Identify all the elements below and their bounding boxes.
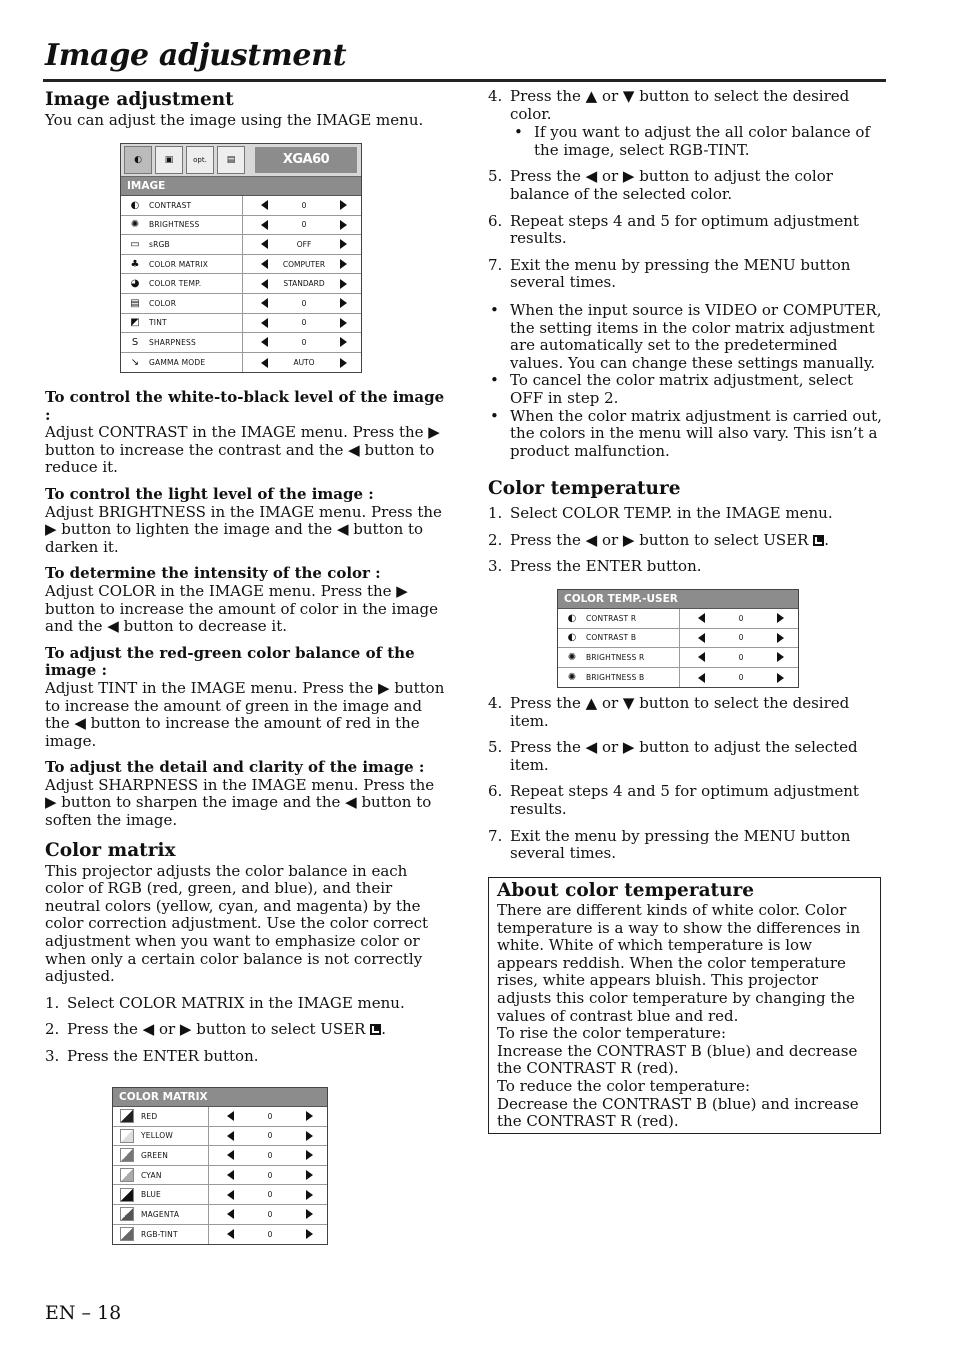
step-text: Press the ▲ or ▼ button to select the desired item. xyxy=(510,694,850,730)
menu-row[interactable] xyxy=(121,353,361,373)
step-item: 2. Press the ◀ or ▶ button to select USER . xyxy=(45,1020,386,1039)
value-control xyxy=(209,1107,327,1126)
note-item: • When the color matrix adjustment is carried out, the colors in the menu will also vary. This isn’t a product malfunction. xyxy=(488,408,888,461)
tip-body: Adjust BRIGHTNESS in the IMAGE menu. Press the ▶ button to lighten the image and the ◀ button to darken it. xyxy=(45,502,442,556)
decrease-arrow-icon[interactable] xyxy=(698,673,705,683)
step-text: Select COLOR TEMP. in the IMAGE menu. xyxy=(510,504,833,523)
about-heading: About color temperature xyxy=(497,880,755,901)
menu-row-label: BRIGHTNESS xyxy=(149,216,243,235)
gamma-icon: ↘ xyxy=(130,357,140,369)
tip-block xyxy=(45,759,445,829)
step-item xyxy=(488,88,888,159)
menu-row-value: 0 xyxy=(301,200,307,210)
menu-row[interactable] xyxy=(121,274,361,294)
brightness-icon: ✺ xyxy=(567,651,577,663)
value-control xyxy=(209,1185,327,1204)
decrease-arrow-icon[interactable] xyxy=(261,318,268,328)
menu-row-label: YELLOW xyxy=(141,1127,209,1146)
increase-arrow-icon[interactable] xyxy=(340,259,347,269)
menu-row-label: BRIGHTNESS B xyxy=(586,668,680,688)
menu-row-label: BRIGHTNESS R xyxy=(586,648,680,667)
contrast-icon: ◐ xyxy=(130,199,140,211)
menu-row[interactable] xyxy=(121,196,361,216)
step-number: 7. xyxy=(488,826,503,845)
menu-row-label: COLOR TEMP. xyxy=(149,274,243,293)
menu-row-value: 0 xyxy=(267,1209,273,1219)
step-text: Exit the menu by pressing the MENU button several times. xyxy=(510,826,851,863)
step-number: 6. xyxy=(488,782,503,801)
menu-row-value: 0 xyxy=(738,652,744,662)
image-tab-icon[interactable]: ◐ xyxy=(124,146,152,174)
menu-row-value: 0 xyxy=(267,1190,273,1200)
value-control xyxy=(243,274,361,293)
menu-row-value: 0 xyxy=(267,1150,273,1160)
step-item xyxy=(45,995,445,1013)
value-control xyxy=(680,648,798,667)
value-control xyxy=(209,1225,327,1245)
increase-arrow-icon[interactable] xyxy=(306,1229,313,1239)
picture-tab-icon[interactable]: ▣ xyxy=(155,146,183,174)
step-number: 2. xyxy=(45,1020,60,1039)
color-matrix-menu xyxy=(112,1087,328,1245)
page-number: EN – 18 xyxy=(45,1302,122,1324)
tip-title: To control the white-to-black level of the image : xyxy=(45,388,445,424)
note-item: • To cancel the color matrix adjustment, select OFF in step 2. xyxy=(488,372,888,407)
decrease-arrow-icon[interactable] xyxy=(261,259,268,269)
menu-row-value: 0 xyxy=(738,673,744,683)
color-temperature-steps xyxy=(488,505,888,576)
decrease-arrow-icon[interactable] xyxy=(227,1170,234,1180)
step-text: Repeat steps 4 and 5 for optimum adjustment results. xyxy=(510,782,859,818)
menu-row-value: STANDARD xyxy=(283,279,325,289)
tip-block xyxy=(45,645,445,751)
tip-body: Adjust CONTRAST in the IMAGE menu. Press the ▶ button to increase the contrast and the ◀ button to reduce it. xyxy=(45,423,440,477)
tip-block xyxy=(45,565,445,635)
color-temp-menu-rows xyxy=(558,609,798,687)
contrast-icon: ◐ xyxy=(567,632,577,644)
menu-row[interactable] xyxy=(121,235,361,255)
increase-arrow-icon[interactable] xyxy=(340,318,347,328)
increase-arrow-icon[interactable] xyxy=(777,633,784,643)
color-swatch-icon xyxy=(113,1185,141,1204)
left-column xyxy=(45,88,445,130)
tip-title: To control the light level of the image : xyxy=(45,484,374,503)
value-control xyxy=(680,609,798,628)
menu-row-value: 0 xyxy=(267,1170,273,1180)
title-rule xyxy=(43,79,886,82)
step-text: Exit the menu by pressing the MENU button several times. xyxy=(510,255,851,292)
color-matrix-menu-rows xyxy=(113,1107,327,1244)
menu-row[interactable] xyxy=(121,255,361,275)
tip-body: Adjust TINT in the IMAGE menu. Press the ▶ button to increase the amount of green in the image and the ◀ button to increase the amount of red in the image. xyxy=(45,678,445,750)
increase-arrow-icon[interactable] xyxy=(306,1170,313,1180)
color-temp-icon: ◕ xyxy=(130,278,140,290)
step-text: Press the ◀ or ▶ button to adjust the color balance of the selected color. xyxy=(510,167,833,203)
decrease-arrow-icon[interactable] xyxy=(227,1131,234,1141)
decrease-arrow-icon[interactable] xyxy=(261,200,268,210)
step-text: Press the ◀ or ▶ button to adjust the selected item. xyxy=(510,738,858,774)
step-item xyxy=(488,505,888,523)
menu-row-label: RGB-TINT xyxy=(141,1225,209,1245)
increase-arrow-icon[interactable] xyxy=(306,1150,313,1160)
brightness-icon: ✺ xyxy=(567,672,577,684)
color-swatch-icon xyxy=(113,1225,141,1245)
menu-row-value: 0 xyxy=(738,613,744,623)
color-icon: ▤ xyxy=(130,297,140,309)
color-matrix-menu-title: COLOR MATRIX xyxy=(113,1088,327,1107)
decrease-arrow-icon[interactable] xyxy=(261,358,268,368)
step-number: 7. xyxy=(488,255,503,274)
step-item xyxy=(488,168,888,203)
menu-row-value: 0 xyxy=(738,633,744,643)
step-text: Press the ENTER button. xyxy=(67,1047,259,1065)
tip-title: To determine the intensity of the color : xyxy=(45,564,381,583)
menu-row[interactable] xyxy=(558,629,798,649)
decrease-arrow-icon[interactable] xyxy=(698,652,705,662)
menu-row-label: COLOR MATRIX xyxy=(149,255,243,274)
color-matrix-icon: ♣ xyxy=(130,258,140,270)
menu-row[interactable] xyxy=(113,1225,327,1245)
step-number: 1. xyxy=(488,504,503,523)
menu-row-value: COMPUTER xyxy=(282,259,326,269)
tip-title: To adjust the red-green color balance of the image : xyxy=(45,643,415,680)
right-column-lower xyxy=(488,695,888,872)
tip-body: Adjust COLOR in the IMAGE menu. Press the ▶ button to increase the amount of color in the image and the ◀ button to decrease it. xyxy=(45,581,438,636)
value-control xyxy=(243,294,361,313)
about-rise-body: Increase the CONTRAST B (blue) and decrease the CONTRAST R (red). xyxy=(497,1041,858,1078)
menu-row-label: MAGENTA xyxy=(141,1205,209,1224)
decrease-arrow-icon[interactable] xyxy=(227,1111,234,1121)
value-control xyxy=(243,255,361,274)
step-item xyxy=(488,257,888,292)
color-matrix-steps-continued xyxy=(488,88,888,292)
value-control xyxy=(243,314,361,333)
step-text: Press the ◀ or ▶ button to select USER xyxy=(510,530,809,549)
menu-row-label: CONTRAST xyxy=(149,196,243,215)
menu-row[interactable] xyxy=(121,294,361,314)
menu-row-label: GREEN xyxy=(141,1146,209,1165)
tint-icon: ◩ xyxy=(130,317,140,329)
menu-row[interactable] xyxy=(113,1146,327,1166)
menu-row[interactable] xyxy=(113,1107,327,1127)
image-menu-title: IMAGE xyxy=(121,177,361,196)
menu-row[interactable] xyxy=(121,314,361,334)
menu-row-label: COLOR xyxy=(149,294,243,313)
decrease-arrow-icon[interactable] xyxy=(261,239,268,249)
menu-row-label: RED xyxy=(141,1107,209,1126)
increase-arrow-icon[interactable] xyxy=(340,200,347,210)
decrease-arrow-icon[interactable] xyxy=(261,298,268,308)
setup-tab-icon[interactable]: ▤ xyxy=(217,146,245,174)
color-temperature-steps-continued xyxy=(488,695,888,863)
color-swatch-icon xyxy=(113,1107,141,1126)
step-text: Select COLOR MATRIX in the IMAGE menu. xyxy=(67,993,405,1012)
color-swatch-icon xyxy=(113,1205,141,1224)
increase-arrow-icon[interactable] xyxy=(340,298,347,308)
menu-row[interactable] xyxy=(113,1127,327,1147)
increase-arrow-icon[interactable] xyxy=(340,279,347,289)
color-matrix-intro: This projector adjusts the color balance in each color of RGB (red, green, and blue), and their neutral colors (yellow, cyan, and magenta) by the color correction adjustment. Use the color correct adjustment when you want to emphasize color or when only a certain color balance is not correctly adjusted. xyxy=(45,861,429,986)
about-body: There are different kinds of white color. Color temperature is a way to show the differences in white. White of which temperature is low appears reddish. When the color temperature rises, white appears bluish. This projector adjusts this color temperature by changing the values of contrast blue and red. xyxy=(497,901,861,1025)
enter-key-icon xyxy=(813,535,824,546)
menu-row-label: TINT xyxy=(149,314,243,333)
menu-row-value: 0 xyxy=(267,1111,273,1121)
menu-row-label: SHARPNESS xyxy=(149,333,243,352)
color-swatch-icon xyxy=(113,1127,141,1146)
tip-block xyxy=(45,389,445,477)
step-text: Press the ◀ or ▶ button to select USER xyxy=(67,1020,366,1039)
menu-row[interactable] xyxy=(558,609,798,629)
menu-row[interactable] xyxy=(121,333,361,353)
step-text: Press the ▲ or ▼ button to select the desired color. xyxy=(510,87,850,123)
value-control xyxy=(209,1166,327,1185)
image-adjustment-heading: Image adjustment xyxy=(45,89,234,110)
step-number: 3. xyxy=(45,1047,60,1065)
brightness-icon: ✺ xyxy=(130,219,140,231)
menu-row-value: AUTO xyxy=(293,358,315,368)
page-title: Image adjustment xyxy=(45,38,347,73)
decrease-arrow-icon[interactable] xyxy=(261,337,268,347)
menu-row-label: CYAN xyxy=(141,1166,209,1185)
note-item: • When the input source is VIDEO or COMPUTER, the setting items in the color matrix adjustment are automatically set to the predetermined values. You can change these settings manually. xyxy=(488,302,888,372)
decrease-arrow-icon[interactable] xyxy=(698,633,705,643)
model-name: XGA60 xyxy=(255,147,357,173)
menu-row-value: OFF xyxy=(296,239,312,249)
value-control xyxy=(243,333,361,352)
step-text: Press the ENTER button. xyxy=(510,557,702,576)
menu-row-label: CONTRAST B xyxy=(586,629,680,648)
step-item xyxy=(488,828,888,863)
value-control xyxy=(243,216,361,235)
increase-arrow-icon[interactable] xyxy=(306,1131,313,1141)
sharpness-icon: S xyxy=(131,336,139,348)
increase-arrow-icon[interactable] xyxy=(777,652,784,662)
color-matrix-heading: Color matrix xyxy=(45,839,176,861)
color-temperature-heading: Color temperature xyxy=(488,478,681,500)
menu-row-value: 0 xyxy=(301,337,307,347)
increase-arrow-icon[interactable] xyxy=(306,1111,313,1121)
color-matrix-notes xyxy=(488,302,888,460)
menu-row-value: 0 xyxy=(301,220,307,230)
step-number: 5. xyxy=(488,738,503,757)
increase-arrow-icon[interactable] xyxy=(340,358,347,368)
step-number: 4. xyxy=(488,87,503,105)
image-adjustment-intro: You can adjust the image using the IMAGE menu. xyxy=(45,111,424,129)
value-control xyxy=(209,1146,327,1165)
step-text: Repeat steps 4 and 5 for optimum adjustment results. xyxy=(510,211,859,248)
about-rise-title: To rise the color temperature: xyxy=(497,1024,726,1043)
value-control xyxy=(209,1127,327,1146)
decrease-arrow-icon[interactable] xyxy=(227,1150,234,1160)
color-swatch-icon xyxy=(113,1146,141,1165)
step-item xyxy=(488,695,888,730)
decrease-arrow-icon[interactable] xyxy=(261,220,268,230)
step-item: 2. Press the ◀ or ▶ button to select USER . xyxy=(488,530,829,549)
menu-row[interactable] xyxy=(113,1205,327,1225)
color-matrix-steps xyxy=(45,995,445,1066)
srgb-icon: ▭ xyxy=(130,238,140,250)
tip-body: Adjust SHARPNESS in the IMAGE menu. Press the ▶ button to sharpen the image and the ◀ button to soften the image. xyxy=(45,775,435,830)
increase-arrow-icon[interactable] xyxy=(306,1209,313,1219)
step-item xyxy=(488,213,888,248)
menu-tab-bar xyxy=(121,144,361,177)
step-number: 2. xyxy=(488,530,503,549)
tip-block xyxy=(45,486,445,556)
menu-row-label: BLUE xyxy=(141,1185,209,1204)
menu-row[interactable] xyxy=(113,1185,327,1205)
decrease-arrow-icon[interactable] xyxy=(227,1190,234,1200)
increase-arrow-icon[interactable] xyxy=(777,673,784,683)
step-item xyxy=(45,1048,445,1066)
menu-row-value: 0 xyxy=(301,298,307,308)
menu-row-value: 0 xyxy=(301,318,307,328)
menu-row[interactable] xyxy=(113,1166,327,1186)
menu-row-label: GAMMA MODE xyxy=(149,353,243,373)
right-column xyxy=(488,88,888,585)
enter-key-icon xyxy=(370,1024,381,1035)
increase-arrow-icon[interactable] xyxy=(340,220,347,230)
color-temp-menu-title: COLOR TEMP.-USER xyxy=(558,590,798,609)
about-reduce-body: Decrease the CONTRAST B (blue) and increase the CONTRAST R (red). xyxy=(497,1094,859,1131)
step-number: 5. xyxy=(488,167,503,186)
step-item xyxy=(488,739,888,774)
decrease-arrow-icon[interactable] xyxy=(261,279,268,289)
value-control xyxy=(209,1205,327,1224)
increase-arrow-icon[interactable] xyxy=(340,337,347,347)
menu-row-value: 0 xyxy=(267,1131,273,1141)
increase-arrow-icon[interactable] xyxy=(306,1190,313,1200)
value-control xyxy=(243,235,361,254)
increase-arrow-icon[interactable] xyxy=(777,613,784,623)
step-sub-note: • If you want to adjust the all color balance of the image, select RGB-TINT. xyxy=(510,124,888,159)
color-swatch-icon xyxy=(113,1166,141,1185)
contrast-icon: ◐ xyxy=(567,612,577,624)
decrease-arrow-icon[interactable] xyxy=(698,613,705,623)
step-number: 6. xyxy=(488,211,503,230)
opt-tab-icon[interactable]: opt. xyxy=(186,146,214,174)
menu-row[interactable] xyxy=(558,648,798,668)
about-reduce-title: To reduce the color temperature: xyxy=(497,1076,751,1095)
decrease-arrow-icon[interactable] xyxy=(227,1229,234,1239)
color-temp-menu xyxy=(557,589,799,688)
step-item xyxy=(488,783,888,818)
decrease-arrow-icon[interactable] xyxy=(227,1209,234,1219)
image-menu xyxy=(120,143,362,373)
value-control xyxy=(680,629,798,648)
step-number: 3. xyxy=(488,557,503,576)
menu-row-label: CONTRAST R xyxy=(586,609,680,628)
step-number: 4. xyxy=(488,694,503,712)
value-control xyxy=(680,668,798,688)
menu-row[interactable] xyxy=(558,668,798,688)
about-color-temperature-box xyxy=(488,877,881,1134)
menu-row-label: sRGB xyxy=(149,235,243,254)
value-control xyxy=(243,196,361,215)
menu-row-value: 0 xyxy=(267,1229,273,1239)
menu-row[interactable] xyxy=(121,216,361,236)
image-menu-rows xyxy=(121,196,361,372)
value-control xyxy=(243,353,361,373)
tip-title: To adjust the detail and clarity of the image : xyxy=(45,758,425,777)
step-item xyxy=(488,558,888,576)
increase-arrow-icon[interactable] xyxy=(340,239,347,249)
step-number: 1. xyxy=(45,993,60,1012)
left-tips xyxy=(45,389,445,1075)
